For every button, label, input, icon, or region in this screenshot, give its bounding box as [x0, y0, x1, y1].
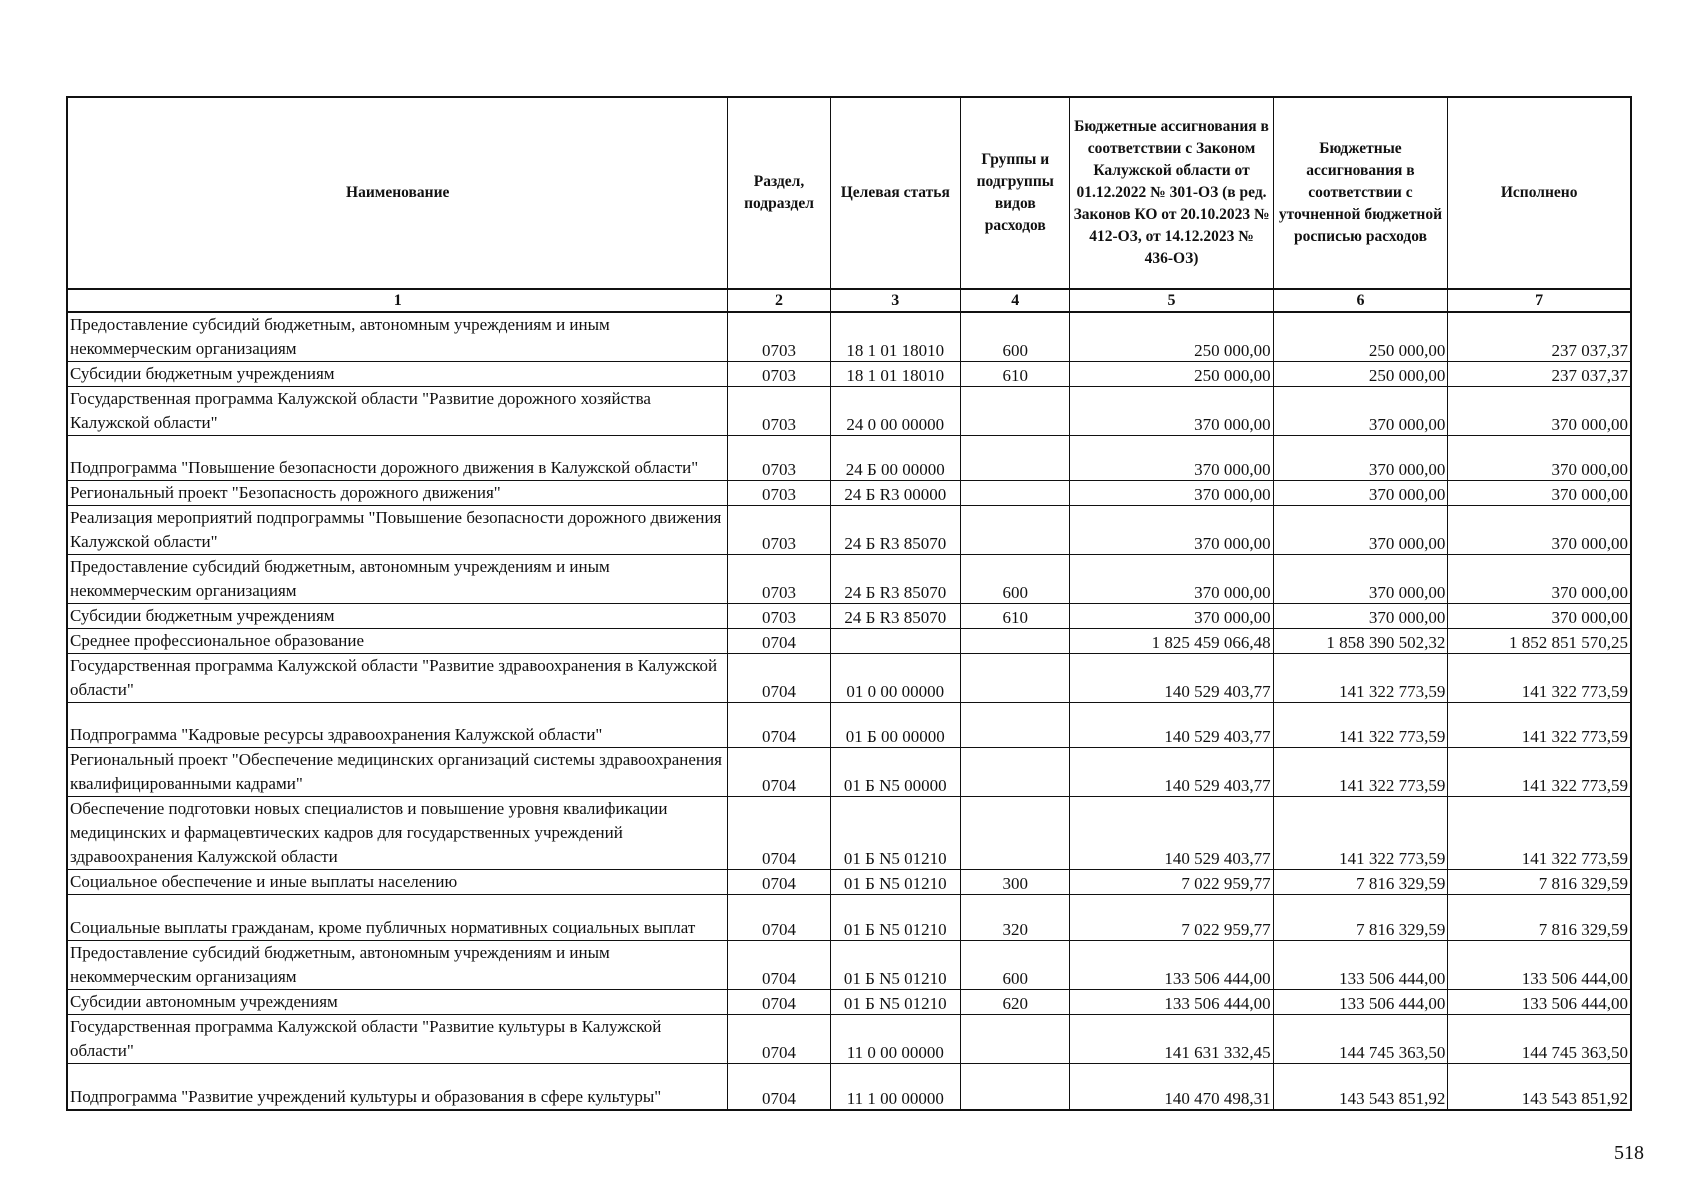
row-name: Социальное обеспечение и иные выплаты населению: [67, 870, 728, 895]
row-section: 0704: [728, 990, 830, 1015]
row-schedule-allocation: 370 000,00: [1273, 436, 1448, 481]
row-article: 11 0 00 00000: [830, 1015, 961, 1064]
column-numbers-row: [67, 289, 1631, 312]
row-executed: 141 322 773,59: [1448, 797, 1631, 870]
row-article: 24 Б R3 85070: [830, 506, 961, 555]
row-schedule-allocation: 141 322 773,59: [1273, 703, 1448, 748]
row-article: 01 Б N5 01210: [830, 870, 961, 895]
row-name: Региональный проект "Обеспечение медицинских организаций системы здравоохранения квалифицированными кадрами": [67, 748, 728, 797]
row-name: Подпрограмма "Кадровые ресурсы здравоохранения Калужской области": [67, 703, 728, 748]
row-expense-group: [961, 387, 1070, 436]
table-row: [67, 362, 1631, 387]
row-section: 0703: [728, 362, 830, 387]
row-article: 01 Б N5 00000: [830, 748, 961, 797]
column-number: 1: [67, 289, 728, 312]
row-expense-group: 300: [961, 870, 1070, 895]
row-law-allocation: 140 529 403,77: [1070, 654, 1273, 703]
row-executed: 1 852 851 570,25: [1448, 629, 1631, 654]
row-executed: 141 322 773,59: [1448, 703, 1631, 748]
row-schedule-allocation: 141 322 773,59: [1273, 748, 1448, 797]
row-section: 0703: [728, 555, 830, 604]
row-law-allocation: 370 000,00: [1070, 555, 1273, 604]
row-law-allocation: 7 022 959,77: [1070, 895, 1273, 941]
row-article: [830, 629, 961, 654]
row-section: 0704: [728, 703, 830, 748]
row-executed: 370 000,00: [1448, 506, 1631, 555]
row-name: Социальные выплаты гражданам, кроме публичных нормативных социальных выплат: [67, 895, 728, 941]
row-law-allocation: 140 529 403,77: [1070, 703, 1273, 748]
row-expense-group: [961, 1064, 1070, 1110]
table-row: [67, 629, 1631, 654]
row-name: Реализация мероприятий подпрограммы "Повышение безопасности дорожного движения Калужской области": [67, 506, 728, 555]
row-schedule-allocation: 370 000,00: [1273, 481, 1448, 506]
row-name: Субсидии бюджетным учреждениям: [67, 362, 728, 387]
row-expense-group: [961, 506, 1070, 555]
row-executed: 237 037,37: [1448, 312, 1631, 362]
row-section: 0704: [728, 1064, 830, 1110]
table-row: [67, 797, 1631, 870]
row-executed: 370 000,00: [1448, 481, 1631, 506]
row-section: 0704: [728, 748, 830, 797]
row-article: 01 Б N5 01210: [830, 990, 961, 1015]
row-section: 0703: [728, 506, 830, 555]
row-law-allocation: 370 000,00: [1070, 604, 1273, 629]
row-section: 0704: [728, 941, 830, 990]
row-section: 0704: [728, 629, 830, 654]
header-section: Раздел, подраздел: [728, 97, 830, 289]
row-article: 11 1 00 00000: [830, 1064, 961, 1110]
row-article: 01 0 00 00000: [830, 654, 961, 703]
table-row: [67, 895, 1631, 941]
row-article: 24 Б R3 00000: [830, 481, 961, 506]
row-expense-group: 320: [961, 895, 1070, 941]
row-executed: 370 000,00: [1448, 555, 1631, 604]
row-name: Среднее профессиональное образование: [67, 629, 728, 654]
row-schedule-allocation: 144 745 363,50: [1273, 1015, 1448, 1064]
row-law-allocation: 140 470 498,31: [1070, 1064, 1273, 1110]
row-article: 01 Б 00 00000: [830, 703, 961, 748]
row-executed: 237 037,37: [1448, 362, 1631, 387]
row-schedule-allocation: 250 000,00: [1273, 362, 1448, 387]
row-article: 01 Б N5 01210: [830, 797, 961, 870]
row-expense-group: [961, 654, 1070, 703]
row-name: Предоставление субсидий бюджетным, автономным учреждениям и иным некоммерческим организациям: [67, 312, 728, 362]
table-row: [67, 703, 1631, 748]
row-expense-group: 610: [961, 604, 1070, 629]
row-name: Предоставление субсидий бюджетным, автономным учреждениям и иным некоммерческим организациям: [67, 555, 728, 604]
column-number: 7: [1448, 289, 1631, 312]
row-law-allocation: 133 506 444,00: [1070, 990, 1273, 1015]
budget-table: [66, 96, 1632, 1111]
row-section: 0704: [728, 895, 830, 941]
row-law-allocation: 1 825 459 066,48: [1070, 629, 1273, 654]
row-schedule-allocation: 370 000,00: [1273, 506, 1448, 555]
row-law-allocation: 370 000,00: [1070, 436, 1273, 481]
row-name: Обеспечение подготовки новых специалистов и повышение уровня квалификации медицинских и фармацевтических кадров для государственных учреждений здравоохранения Калужской области: [67, 797, 728, 870]
column-number: 3: [830, 289, 961, 312]
row-law-allocation: 7 022 959,77: [1070, 870, 1273, 895]
row-article: 01 Б N5 01210: [830, 941, 961, 990]
header-name: Наименование: [67, 97, 728, 289]
row-schedule-allocation: 143 543 851,92: [1273, 1064, 1448, 1110]
row-expense-group: [961, 1015, 1070, 1064]
table-row: [67, 312, 1631, 362]
row-law-allocation: 370 000,00: [1070, 387, 1273, 436]
table-row: [67, 481, 1631, 506]
page-number: 518: [1614, 1142, 1644, 1164]
row-section: 0704: [728, 797, 830, 870]
row-law-allocation: 370 000,00: [1070, 506, 1273, 555]
row-law-allocation: 140 529 403,77: [1070, 748, 1273, 797]
row-executed: 144 745 363,50: [1448, 1015, 1631, 1064]
row-name: Субсидии бюджетным учреждениям: [67, 604, 728, 629]
row-schedule-allocation: 7 816 329,59: [1273, 895, 1448, 941]
row-expense-group: [961, 481, 1070, 506]
row-executed: 133 506 444,00: [1448, 941, 1631, 990]
header-schedule-allocation: Бюджетные ассигнования в соответствии с уточненной бюджетной росписью расходов: [1273, 97, 1448, 289]
table-row: [67, 941, 1631, 990]
row-law-allocation: 140 529 403,77: [1070, 797, 1273, 870]
row-executed: 141 322 773,59: [1448, 748, 1631, 797]
row-article: 18 1 01 18010: [830, 312, 961, 362]
row-schedule-allocation: 141 322 773,59: [1273, 654, 1448, 703]
row-expense-group: 620: [961, 990, 1070, 1015]
row-executed: 370 000,00: [1448, 436, 1631, 481]
row-law-allocation: 133 506 444,00: [1070, 941, 1273, 990]
row-name: Подпрограмма "Развитие учреждений культуры и образования в сфере культуры": [67, 1064, 728, 1110]
row-name: Государственная программа Калужской области "Развитие культуры в Калужской области": [67, 1015, 728, 1064]
row-schedule-allocation: 133 506 444,00: [1273, 990, 1448, 1015]
column-number: 6: [1273, 289, 1448, 312]
row-expense-group: 600: [961, 312, 1070, 362]
table-row: [67, 387, 1631, 436]
row-section: 0703: [728, 481, 830, 506]
row-schedule-allocation: 370 000,00: [1273, 604, 1448, 629]
column-number: 4: [961, 289, 1070, 312]
row-expense-group: 600: [961, 555, 1070, 604]
row-schedule-allocation: 141 322 773,59: [1273, 797, 1448, 870]
table-row: [67, 654, 1631, 703]
row-article: 01 Б N5 01210: [830, 895, 961, 941]
row-article: 24 0 00 00000: [830, 387, 961, 436]
table-row: [67, 506, 1631, 555]
row-law-allocation: 141 631 332,45: [1070, 1015, 1273, 1064]
header-row: [67, 97, 1631, 289]
table-row: [67, 1064, 1631, 1110]
header-law-allocation: Бюджетные ассигнования в соответствии с Законом Калужской области от 01.12.2022 № 301-ОЗ (в ред. Законов КО от 20.10.2023 № 412-ОЗ, от 14.12.2023 № 436-ОЗ): [1070, 97, 1273, 289]
table-body: [67, 312, 1631, 1110]
row-name: Предоставление субсидий бюджетным, автономным учреждениям и иным некоммерческим организациям: [67, 941, 728, 990]
row-article: 24 Б R3 85070: [830, 555, 961, 604]
column-number: 2: [728, 289, 830, 312]
row-law-allocation: 250 000,00: [1070, 312, 1273, 362]
row-name: Субсидии автономным учреждениям: [67, 990, 728, 1015]
table-row: [67, 555, 1631, 604]
table-row: [67, 436, 1631, 481]
row-section: 0703: [728, 387, 830, 436]
row-article: 24 Б 00 00000: [830, 436, 961, 481]
row-article: 18 1 01 18010: [830, 362, 961, 387]
row-section: 0704: [728, 1015, 830, 1064]
row-expense-group: [961, 629, 1070, 654]
row-schedule-allocation: 1 858 390 502,32: [1273, 629, 1448, 654]
header-executed: Исполнено: [1448, 97, 1631, 289]
row-name: Региональный проект "Безопасность дорожного движения": [67, 481, 728, 506]
table-row: [67, 604, 1631, 629]
row-schedule-allocation: 370 000,00: [1273, 555, 1448, 604]
row-section: 0704: [728, 870, 830, 895]
row-law-allocation: 250 000,00: [1070, 362, 1273, 387]
row-section: 0703: [728, 604, 830, 629]
row-expense-group: 610: [961, 362, 1070, 387]
row-expense-group: [961, 797, 1070, 870]
row-executed: 370 000,00: [1448, 604, 1631, 629]
row-expense-group: [961, 703, 1070, 748]
table-row: [67, 748, 1631, 797]
row-expense-group: [961, 436, 1070, 481]
row-executed: 143 543 851,92: [1448, 1064, 1631, 1110]
table-row: [67, 1015, 1631, 1064]
row-executed: 133 506 444,00: [1448, 990, 1631, 1015]
row-executed: 7 816 329,59: [1448, 895, 1631, 941]
row-executed: 141 322 773,59: [1448, 654, 1631, 703]
table-row: [67, 870, 1631, 895]
row-expense-group: [961, 748, 1070, 797]
row-executed: 7 816 329,59: [1448, 870, 1631, 895]
row-section: 0704: [728, 654, 830, 703]
column-number: 5: [1070, 289, 1273, 312]
row-schedule-allocation: 370 000,00: [1273, 387, 1448, 436]
row-name: Подпрограмма "Повышение безопасности дорожного движения в Калужской области": [67, 436, 728, 481]
row-schedule-allocation: 250 000,00: [1273, 312, 1448, 362]
row-name: Государственная программа Калужской области "Развитие дорожного хозяйства Калужской области": [67, 387, 728, 436]
row-law-allocation: 370 000,00: [1070, 481, 1273, 506]
row-schedule-allocation: 133 506 444,00: [1273, 941, 1448, 990]
row-expense-group: 600: [961, 941, 1070, 990]
header-expense-group: Группы и подгруппы видов расходов: [961, 97, 1070, 289]
row-article: 24 Б R3 85070: [830, 604, 961, 629]
row-section: 0703: [728, 436, 830, 481]
row-name: Государственная программа Калужской области "Развитие здравоохранения в Калужской области": [67, 654, 728, 703]
table-row: [67, 990, 1631, 1015]
header-article: Целевая статья: [830, 97, 961, 289]
row-executed: 370 000,00: [1448, 387, 1631, 436]
row-schedule-allocation: 7 816 329,59: [1273, 870, 1448, 895]
row-section: 0703: [728, 312, 830, 362]
